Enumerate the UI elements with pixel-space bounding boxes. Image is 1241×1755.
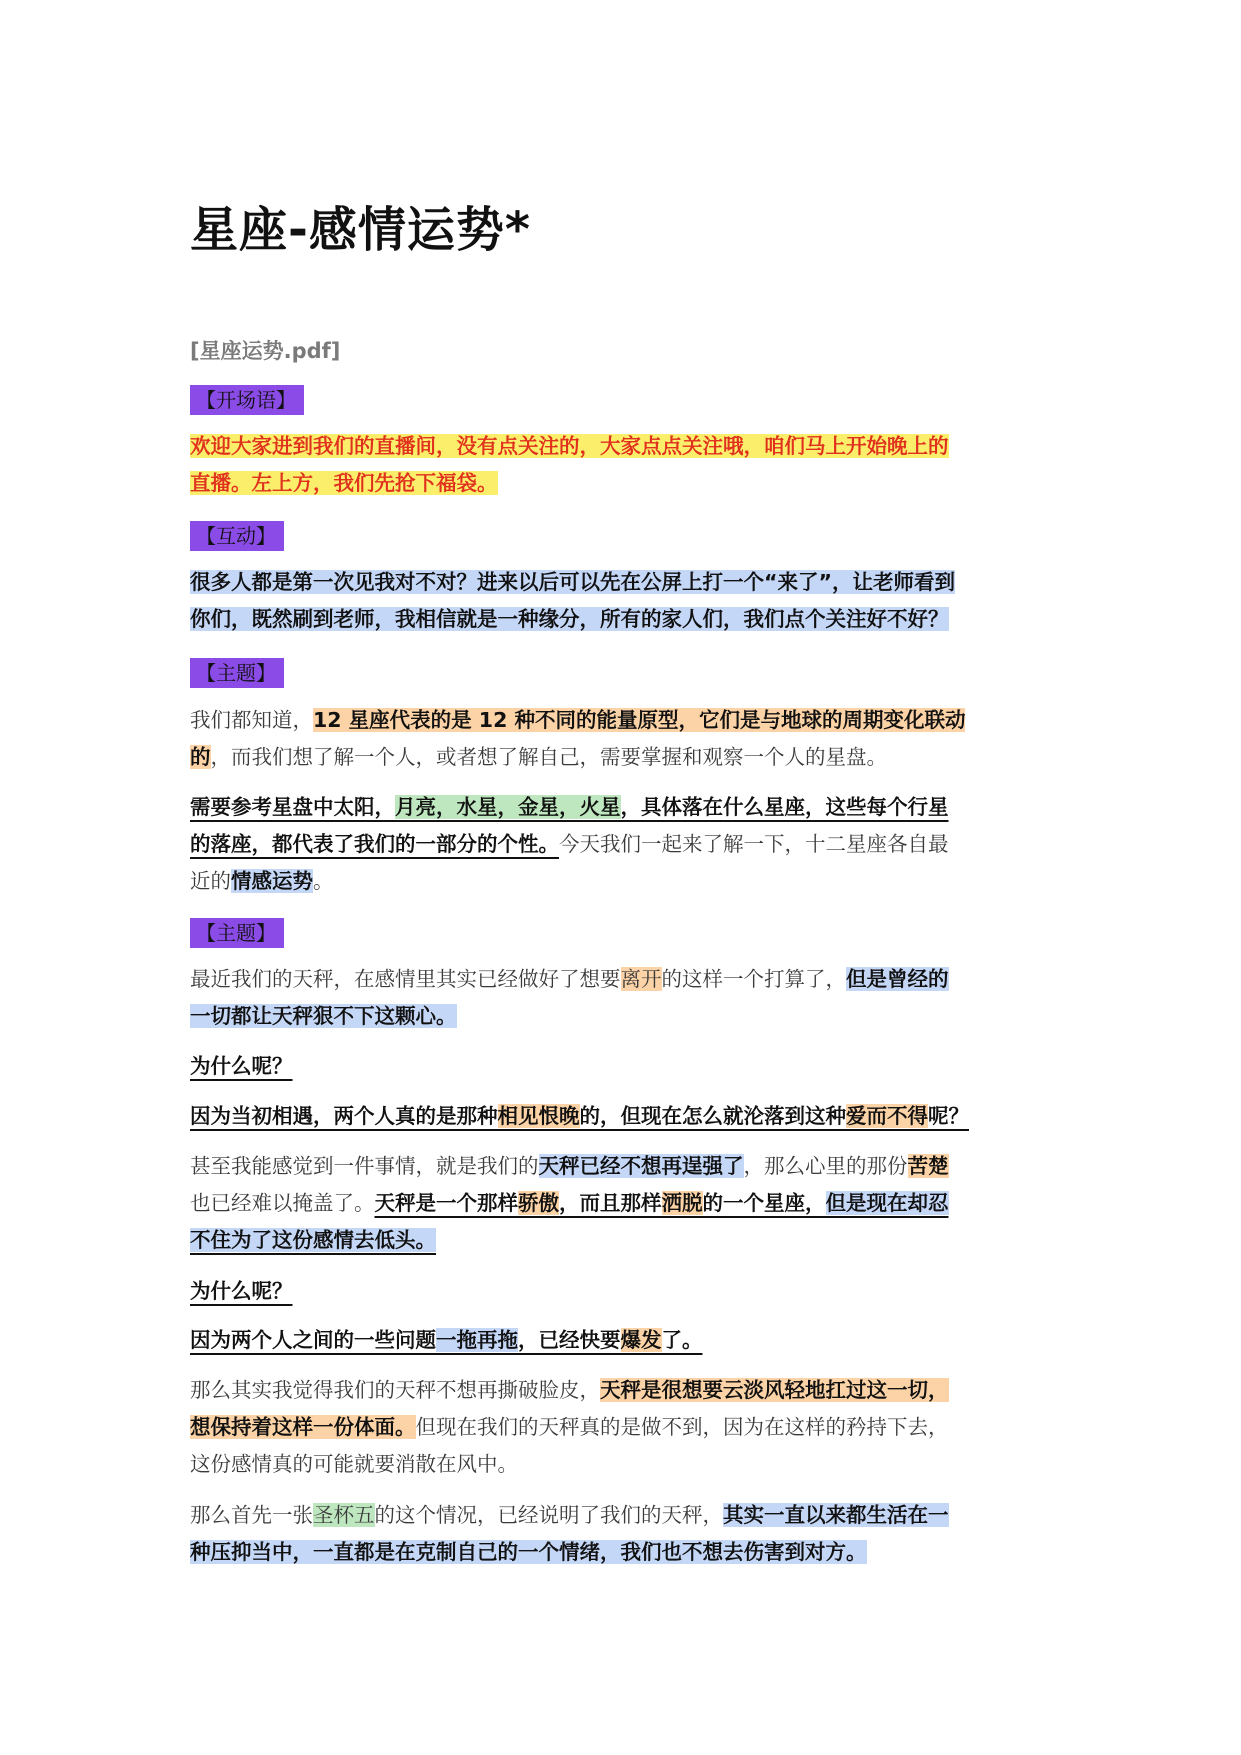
text-run: 的这个情况，已经说明了我们的天秤， [374, 1503, 723, 1527]
highlight-run: 情感运势 [231, 869, 313, 893]
text-run: 我们都知道， [190, 708, 313, 732]
highlight-run: 月亮，水星，金星，火星 [395, 795, 621, 819]
highlight-run: 的 [190, 745, 211, 769]
text-run: 最近我们的天秤，在感情里其实已经做好了想要 [190, 967, 621, 991]
text-run: 天秤是一个那样 [374, 1191, 518, 1215]
text-run: 但现在我们的天秤真的是做不到，因为在这样的矜持下去， [415, 1415, 949, 1439]
text-run: 了。 [661, 1328, 703, 1352]
opening-line-1: 欢迎大家进到我们的直播间，没有点关注的，大家点点关注哦，咱们马上开始晚上的 [190, 434, 949, 458]
text-run: 近的 [190, 869, 231, 893]
highlight-run: 一拖再拖 [436, 1328, 518, 1352]
interaction-line-1: 很多人都是第一次见我对不对？进来以后可以先在公屏上打一个“来了”，让老师看到 [190, 570, 955, 594]
highlight-run: 相见恨晚 [497, 1104, 580, 1128]
theme2-answer-1 [190, 1098, 1060, 1135]
section-tag-theme-2: 【主题】 [190, 918, 284, 948]
interaction-line-2: 你们，既然刷到老师，我相信就是一种缘分，所有的家人们，我们点个关注好不好？ [190, 607, 949, 631]
text-run: ，那么心里的那份 [743, 1154, 908, 1178]
text-run: 为什么呢？ [190, 1054, 293, 1078]
text-run: 这份感情真的可能就要消散在风中。 [190, 1452, 518, 1476]
text-run: 的，但现在怎么就沦落到这种 [579, 1104, 846, 1128]
opening-paragraph [190, 428, 1060, 502]
theme2-question-1 [190, 1048, 1060, 1085]
text-run: ，而且那样 [559, 1191, 662, 1215]
text-run: 因为两个人之间的一些问题 [190, 1328, 436, 1352]
opening-line-2: 直播。左上方，我们先抢下福袋。 [190, 471, 498, 495]
highlight-run: 天秤是很想要云淡风轻地扛过这一切， [600, 1378, 949, 1402]
text-run: ，具体落在什么星座，这些每个行星 [620, 795, 949, 819]
text-run: 的落座，都代表了我们的一部分的个性。 [190, 832, 559, 856]
highlight-run: 天秤已经不想再逞强了 [538, 1154, 744, 1178]
highlight-run: 圣杯五 [313, 1503, 375, 1527]
text-run: 甚至我能感觉到一件事情，就是我们的 [190, 1154, 539, 1178]
highlight-run: 但是曾经的 [846, 967, 949, 991]
highlight-run: 其实一直以来都生活在一 [723, 1503, 949, 1527]
highlight-run: 一切都让天秤狠不下这颗心。 [190, 1004, 457, 1028]
text-run: 的一个星座， [702, 1191, 826, 1215]
highlight-run: 离开 [620, 967, 662, 991]
highlight-run: 爆发 [620, 1328, 662, 1352]
highlight-run: 但是现在却忍 [825, 1191, 949, 1215]
text-run: 的这样一个打算了， [661, 967, 846, 991]
section-tag-opening: 【开场语】 [190, 385, 304, 415]
highlight-run: 苦楚 [907, 1154, 949, 1178]
theme2-answer-2 [190, 1322, 1060, 1359]
text-run: 为什么呢？ [190, 1279, 293, 1303]
theme2-paragraph-2 [190, 1148, 1060, 1259]
text-run: 那么其实我觉得我们的天秤不想再撕破脸皮， [190, 1378, 600, 1402]
highlight-run: 爱而不得 [846, 1104, 928, 1128]
highlight-run: 不住为了这份感情去低头。 [190, 1228, 436, 1252]
text-run: ，已经快要 [518, 1328, 621, 1352]
text-run: 。 [313, 869, 334, 893]
theme1-paragraph-2 [190, 789, 1060, 900]
theme2-paragraph-1 [190, 961, 1060, 1035]
highlight-run: 种压抑当中，一直都是在克制自己的一个情绪，我们也不想去伤害到对方。 [190, 1540, 867, 1564]
text-run: 也已经难以掩盖了。 [190, 1191, 375, 1215]
text-run: 那么首先一张 [190, 1503, 313, 1527]
theme2-paragraph-4 [190, 1497, 1060, 1571]
section-tag-interaction: 【互动】 [190, 521, 284, 551]
interaction-paragraph [190, 564, 1060, 638]
text-run: 因为当初相遇，两个人真的是那种 [190, 1104, 498, 1128]
theme2-paragraph-3 [190, 1372, 1060, 1483]
section-tag-theme-1: 【主题】 [190, 658, 284, 688]
text-run: 呢？ [928, 1104, 969, 1128]
page-title: 星座-感情运势* [190, 202, 532, 258]
highlight-run: 想保持着这样一份体面。 [190, 1415, 416, 1439]
text-run: 今天我们一起来了解一下，十二星座各自最 [559, 832, 949, 856]
highlight-run: 骄傲 [518, 1191, 559, 1215]
theme2-question-2 [190, 1273, 1060, 1310]
highlight-run: 12 星座代表的是 12 种不同的能量原型，它们是与地球的周期变化联动 [313, 708, 966, 732]
text-run: 需要参考星盘中太阳， [190, 795, 395, 819]
text-run: ，而我们想了解一个人，或者想了解自己，需要掌握和观察一个人的星盘。 [210, 745, 887, 769]
highlight-run: 洒脱 [661, 1191, 703, 1215]
file-attachment-link[interactable]: [星座运势.pdf] [190, 339, 341, 363]
theme1-paragraph-1 [190, 702, 1060, 776]
